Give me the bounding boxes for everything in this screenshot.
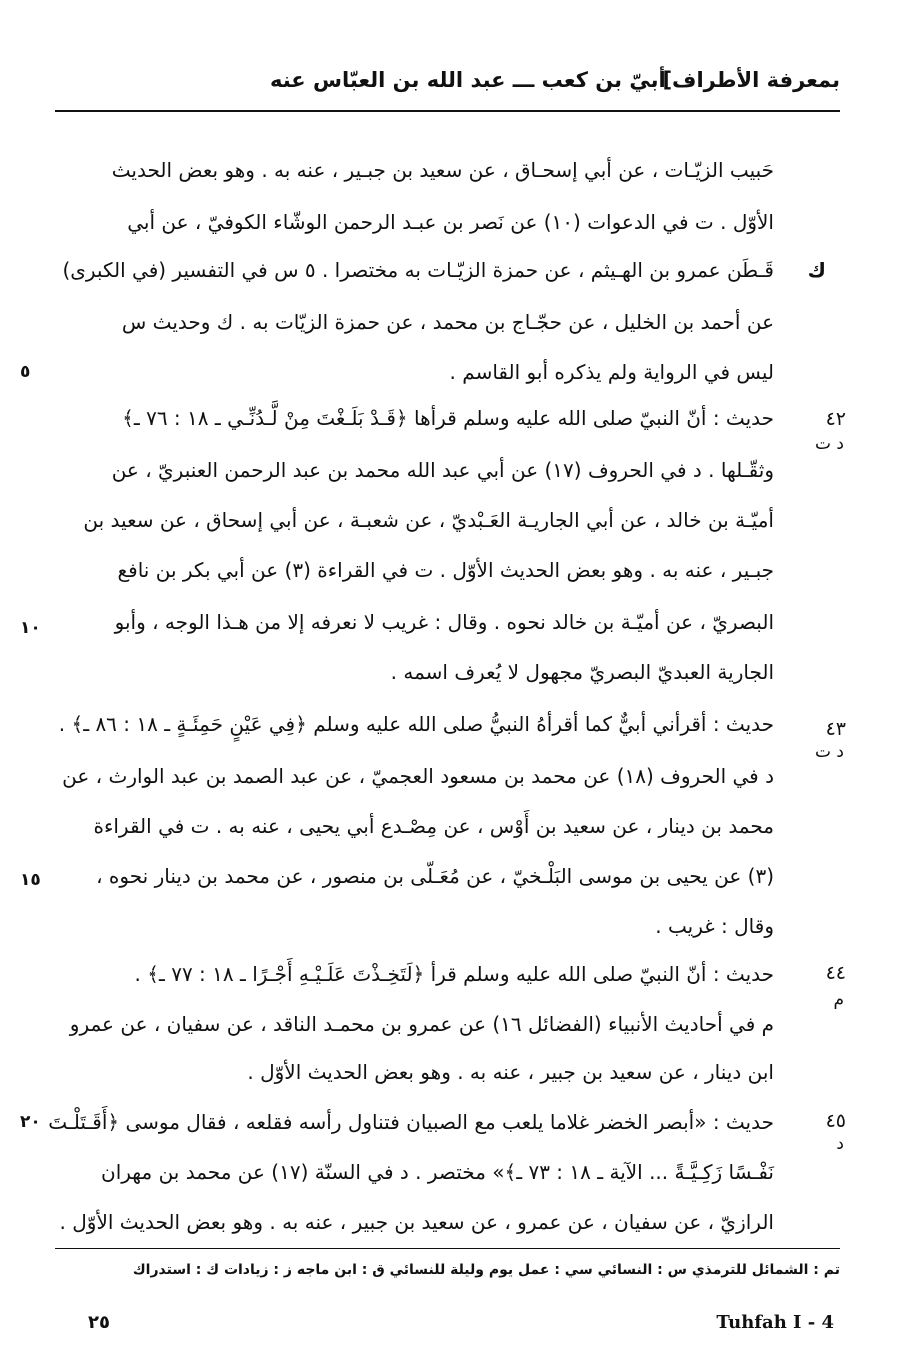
text-line: حديث : أنّ النبيّ صلى الله عليه وسلم قرأها ﴿قَـدْ بَلَـغْتَ مِنْ لَّـدُنِّـي ـ ١٨ : ٧٦ ـ﴾ <box>122 406 774 430</box>
text-line: حديث : أقرأني أبيٌّ كما أقرأهُ النبيُّ صلى الله عليه وسلم ﴿فِي عَيْنٍ حَمِئَـةٍ ـ ١٨ : ٨٦ ـ﴾ . <box>58 712 774 736</box>
text-line: الجارية العبديّ البصريّ مجهول لا يُعرف اسمه . <box>390 660 774 684</box>
text-line: ابن دينار ، عن سعيد بن جبير ، عنه به . وهو بعض الحديث الأوّل . <box>247 1060 774 1084</box>
header-rule <box>55 110 840 112</box>
text-line: نَفْـسًا زَكِـيَّـةً ... الآية ـ ١٨ : ٧٣ ـ﴾» مختصر . د في السنّة (١٧) عن محمد بن مهران <box>101 1160 774 1184</box>
running-header <box>55 62 840 106</box>
text-line: الرازيّ ، عن سفيان ، عن عمرو ، عن سعيد بن جبير ، عنه به . وهو بعض الحديث الأوّل . <box>59 1210 774 1234</box>
margin-mark-istidrak: ك <box>807 258 826 282</box>
hadith-number: ٤٣ <box>825 718 846 740</box>
footer-rule <box>55 1248 840 1249</box>
hadith-sigla: م <box>833 990 844 1010</box>
line-number: ٥ <box>20 362 31 382</box>
line-number: ٢٠ <box>20 1112 41 1132</box>
text-line: وثقّـلها . د في الحروف (١٧) عن أبي عبد الله محمد بن عبد الرحمن العنبريّ ، عن <box>111 458 774 482</box>
hadith-number: ٤٤ <box>825 962 846 984</box>
text-line: عن أحمد بن الخليل ، عن حجّـاج بن محمد ، عن حمزة الزيّات به . ك وحديث س <box>121 310 774 334</box>
page-number: ٢٥ <box>88 1312 110 1333</box>
hadith-sigla: د <box>836 1134 844 1154</box>
text-line: حَبيب الزيّـات ، عن أبي إسحـاق ، عن سعيد بن جبـير ، عنه به . وهو بعض الحديث <box>111 158 774 182</box>
hadith-sigla: د ت <box>815 742 844 762</box>
text-line: (٣) عن يحيى بن موسى البَلْـخيّ ، عن مُعَـلّى بن منصور ، عن محمد بن دينار نحوه ، <box>96 864 774 888</box>
text-line: حديث : أنّ النبيّ صلى الله عليه وسلم قرأ ﴿لَتَخِـذْتَ عَلَـيْـهِ أَجْـرًا ـ ١٨ : ٧٧ ـ﴾ . <box>134 962 774 986</box>
text-line: ليس في الرواية ولم يذكره أبو القاسم . <box>449 360 774 384</box>
text-line: الأوّل . ت في الدعوات (١٠) عن نَصر بن عبـد الرحمن الوشّاء الكوفيّ ، عن أبي <box>127 210 774 234</box>
hadith-number: ٤٥ <box>825 1110 846 1132</box>
text-line: وقال : غريب . <box>655 914 774 938</box>
text-line: قَـطَن عمرو بن الهـيثم ، عن حمزة الزيّـات به مختصرا . ٥ س في التفسير (في الكبرى) <box>62 258 774 282</box>
text-line: أميّـة بن خالد ، عن أبي الجاريـة العَـبْديّ ، عن شعبـة ، عن أبي إسحاق ، عن سعيد بن <box>83 508 774 532</box>
text-line: محمد بن دينار ، عن سعيد بن أَوْس ، عن مِصْـدع أبي يحيى ، عنه به . ت في القراءة <box>93 814 774 838</box>
text-line: البصريّ ، عن أميّـة بن خالد نحوه . وقال : غريب لا نعرفه إلا من هـذا الوجه ، وأبو <box>114 610 774 634</box>
sigla-legend: تم : الشمائل للترمذي س : النسائي سي : عمل يوم وليلة للنسائي ق : ابن ماجه ز : زيادات ك : استدراك <box>132 1262 840 1278</box>
text-line: حديث : «أبصر الخضر غلاما يلعب مع الصبيان فتناول رأسه فقلعه ، فقال موسى ﴿أَقَـتَلْـتَ <box>48 1110 774 1134</box>
line-number: ١٥ <box>20 870 41 890</box>
hadith-sigla: د ت <box>815 434 844 454</box>
signature-mark: Tuhfah I - 4 <box>716 1312 834 1333</box>
text-line: جبـير ، عنه به . وهو بعض الحديث الأوّل . ت في القراءة (٣) عن أبي بكر بن نافع <box>117 558 774 582</box>
hadith-number: ٤٢ <box>825 408 846 430</box>
line-number: ١٠ <box>20 618 41 638</box>
header-narrators: أبيّ بن كعب ـــ عبد الله بن العبّاس عنه <box>270 68 666 92</box>
text-line: د في الحروف (١٨) عن محمد بن مسعود العجميّ ، عن عبد الصمد بن عبد الوارث ، عن <box>62 764 774 788</box>
text-line: م في أحاديث الأنبياء (الفضائل ١٦) عن عمرو بن محمـد الناقد ، عن سفيان ، عن عمرو <box>69 1012 774 1036</box>
header-section-title: بمعرفة الأطراف] <box>662 68 840 92</box>
